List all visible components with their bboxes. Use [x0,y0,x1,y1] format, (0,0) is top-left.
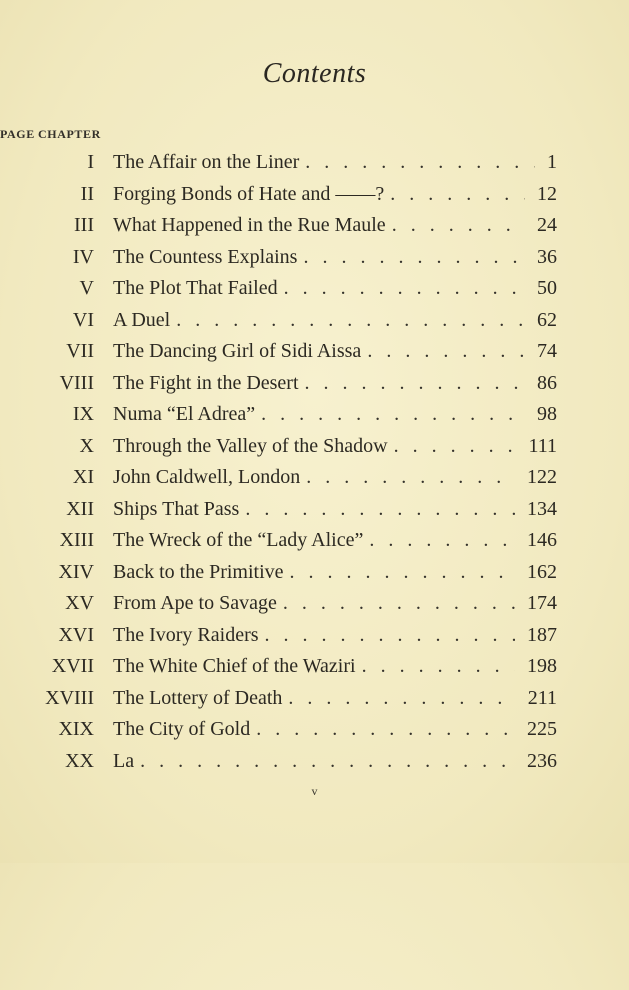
page-number: 146 [527,529,557,551]
chapter-number: XVIII [45,686,94,709]
page-number: 162 [527,560,557,583]
chapter-number: VIII [59,371,94,394]
chapter-number: VI [72,308,94,331]
page-number: 211 [527,686,557,709]
toc-row [0,399,629,431]
chapter-number: XVII [51,655,94,677]
toc-row [0,242,629,274]
dot-leader [282,683,515,715]
dot-leader [386,210,525,242]
page-number: 74 [537,340,557,362]
chapter-column-heading: CHAPTER [38,127,101,141]
chapter-title: From Ape to Savage [113,592,277,614]
chapter-number: XX [65,749,94,772]
chapter-number: I [87,151,94,173]
page-number: 24 [537,214,557,236]
dot-leader [134,746,515,778]
page-number: 12 [537,182,557,205]
chapter-title: What Happened in the Rue Maule [113,214,386,236]
chapter-title: A Duel [113,308,171,331]
dot-leader [297,242,525,274]
toc-row [0,746,629,778]
page-number: 1 [547,151,557,173]
dot-leader [278,273,525,305]
toc-row [0,588,629,620]
chapter-number: III [74,214,94,236]
chapter-number: XII [66,497,94,520]
chapter-title: La [113,749,135,772]
page-number: 122 [527,466,557,488]
chapter-number: XVI [58,623,94,646]
chapter-number: IX [72,403,94,425]
chapter-number: XI [72,466,94,488]
chapter-number: IV [72,245,94,268]
toc-row [0,210,629,242]
chapter-title: Back to the Primitive [113,560,284,583]
chapter-title: The Dancing Girl of Sidi Aissa [113,340,362,362]
page-number: 174 [527,592,557,614]
chapter-number: XIV [58,560,94,583]
chapter-title: The Countess Explains [113,245,298,268]
chapter-number: V [79,277,94,299]
chapter-title: The Lottery of Death [113,686,283,709]
toc-row [0,683,629,715]
page-number: 62 [537,308,557,331]
dot-leader [388,431,517,463]
toc-row [0,179,629,211]
page-title: Contents [262,58,367,89]
dot-leader [363,525,515,557]
chapter-title: Numa “El Adrea” [113,403,256,425]
dot-leader [259,620,515,652]
dot-leader [361,336,525,368]
dot-leader [170,305,525,337]
toc-row [0,651,629,683]
toc-row [0,494,629,526]
page-number: 98 [537,403,557,425]
chapter-number: XV [65,592,94,614]
chapter-number: XIX [58,718,94,740]
chapter-title: Through the Valley of the Shadow [113,434,388,457]
page-number: 50 [537,277,557,299]
toc-row [0,305,629,337]
chapter-title: The City of Gold [113,718,251,740]
toc-row [0,336,629,368]
toc-row [0,557,629,589]
dot-leader [284,557,515,589]
chapter-title: The Fight in the Desert [113,371,299,394]
toc-row [0,525,629,557]
page-number: 111 [528,434,557,457]
toc-row [0,431,629,463]
chapter-number: X [79,434,94,457]
toc-row [0,462,629,494]
chapter-title: The White Chief of the Waziri [113,655,356,677]
chapter-number: XIII [59,529,94,551]
toc-row [0,273,629,305]
chapter-number: VII [66,340,94,362]
chapter-title: The Plot That Failed [113,277,278,299]
dot-leader [299,147,535,179]
chapter-title: The Affair on the Liner [113,151,300,173]
dot-leader [250,714,515,746]
page-column-heading: PAGE [0,127,35,141]
page-number: 236 [527,749,557,772]
toc-row [0,147,629,179]
page-number: 187 [527,623,557,646]
toc-row [0,714,629,746]
dot-leader [277,588,515,620]
chapter-number: II [80,182,94,205]
page-number: 198 [527,655,557,677]
dot-leader [239,494,515,526]
dot-leader [255,399,525,431]
table-of-contents [0,147,629,777]
chapter-title: John Caldwell, London [113,466,301,488]
dot-leader [384,179,525,211]
toc-row [0,620,629,652]
toc-row [0,368,629,400]
dot-leader [299,368,525,400]
page-number: 36 [537,245,557,268]
page-number: 225 [527,718,557,740]
signature-mark: v [311,784,318,798]
page-number: 86 [537,371,557,394]
page-number: 134 [527,497,557,520]
dot-leader [300,462,515,494]
chapter-title: The Ivory Raiders [113,623,259,646]
chapter-title: Forging Bonds of Hate and ——? [113,182,385,205]
chapter-title: Ships That Pass [113,497,240,520]
chapter-title: The Wreck of the “Lady Alice” [113,529,364,551]
dot-leader [356,651,515,683]
